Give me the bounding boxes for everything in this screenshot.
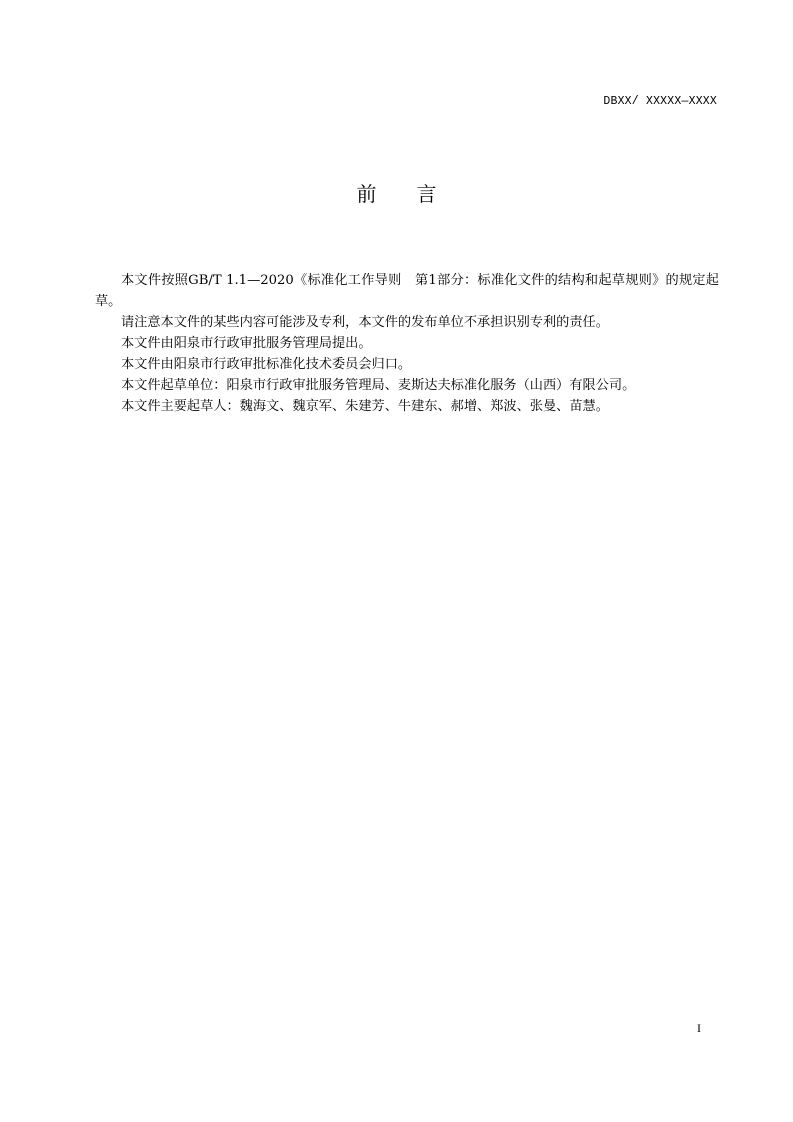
paragraph-proposer: 本文件由阳泉市行政审批服务管理局提出。 — [121, 336, 372, 351]
paragraph-drafting-basis: 本文件按照GB/T 1.1—2020《标准化工作导则 第1部分：标准化文件的结构和起草规则》的规定起草。 — [95, 273, 719, 309]
paragraph-drafting-units: 本文件起草单位：阳泉市行政审批服务管理局、麦斯达夫标准化服务（山西）有限公司。 — [121, 378, 636, 393]
paragraph-patent-notice: 请注意本文件的某些内容可能涉及专利，本文件的发布单位不承担识别专利的责任。 — [121, 315, 609, 330]
foreword-body — [95, 270, 719, 417]
paragraph-drafters: 本文件主要起草人：魏海文、魏京军、朱建芳、牛建东、郝增、郑波、张曼、苗慧。 — [121, 399, 609, 414]
page-number: I — [697, 1021, 701, 1035]
paragraph-responsible-committee: 本文件由阳泉市行政审批标准化技术委员会归口。 — [121, 357, 412, 372]
document-code: DBXX/ XXXXX—XXXX — [603, 95, 717, 108]
page-title: 前言 — [356, 182, 477, 206]
